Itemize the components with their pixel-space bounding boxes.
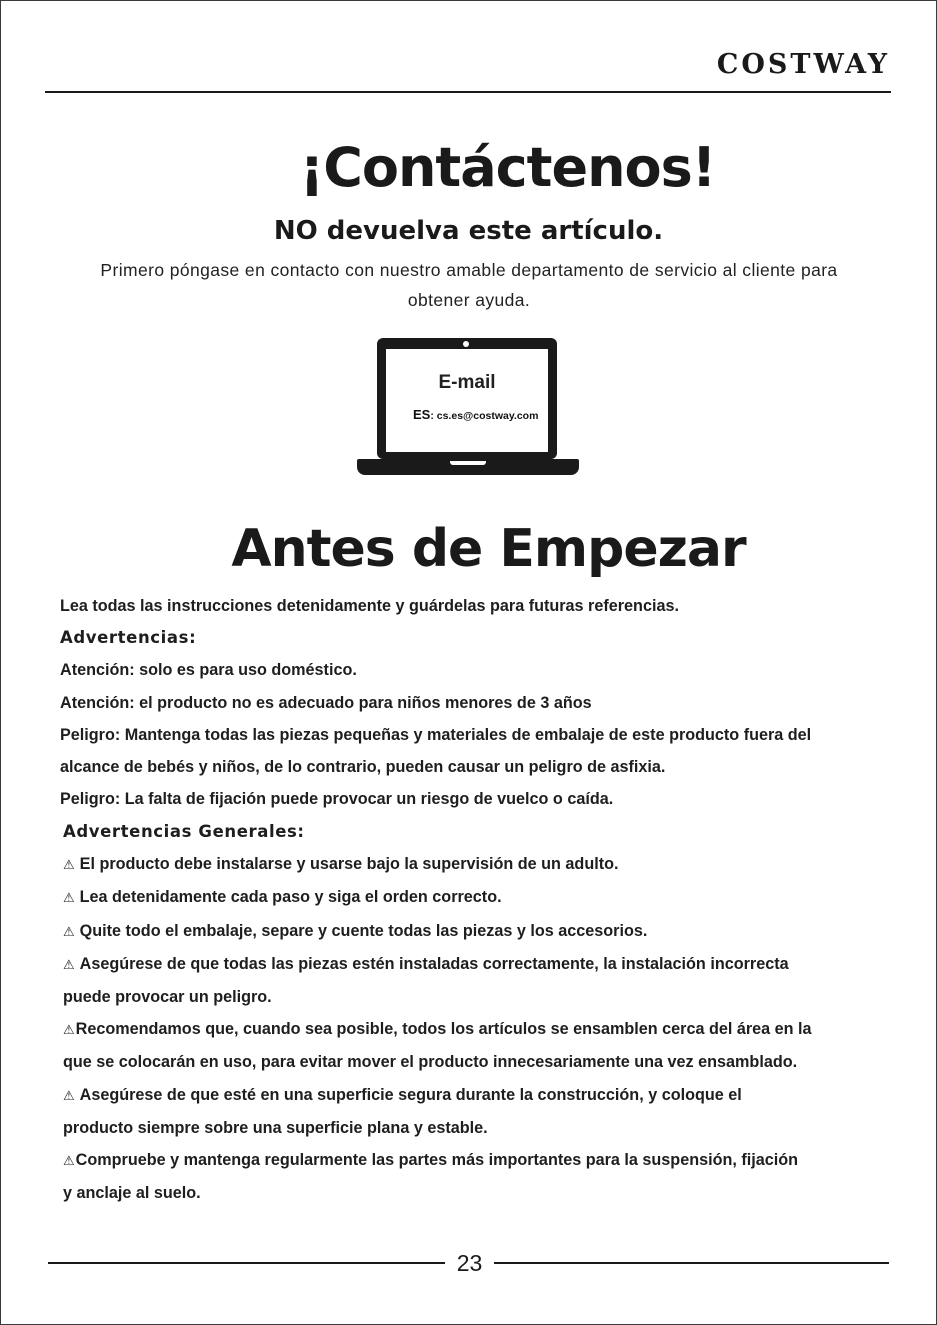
general-warning-item bbox=[63, 1144, 903, 1177]
warnings-heading: Advertencias: bbox=[60, 628, 197, 648]
general-warning-item bbox=[63, 948, 903, 981]
brand-logo: COSTWAY bbox=[716, 49, 890, 80]
general-warnings-heading: Advertencias Generales: bbox=[63, 822, 305, 841]
warning-triangle-icon: ⚠ bbox=[63, 857, 75, 873]
warning-triangle-icon: ⚠ bbox=[63, 923, 75, 939]
laptop-camera bbox=[463, 341, 469, 347]
header-divider bbox=[45, 91, 891, 93]
general-warning-continuation: puede provocar un peligro. bbox=[63, 988, 272, 1007]
warning-line: Peligro: Mantenga todas las piezas pequeñas y materiales de embalaje de este producto fuera del bbox=[60, 725, 812, 744]
general-warning-text: Asegúrese de que esté en una superficie segura durante la construcción, y coloque el bbox=[79, 1085, 742, 1104]
general-warning-text: Quite todo el embalaje, separe y cuente todas las piezas y los accesorios. bbox=[79, 921, 648, 940]
no-return-notice: NO devuelva este artículo. bbox=[273, 216, 664, 246]
laptop-icon bbox=[377, 338, 557, 459]
general-warning-item bbox=[63, 881, 903, 914]
general-warning-text: Compruebe y mantenga regularmente las partes más importantes para la suspensión, fijación bbox=[75, 1151, 799, 1170]
warning-triangle-icon: ⚠ bbox=[63, 1087, 75, 1103]
warning-triangle-icon: ⚠ bbox=[63, 1022, 75, 1038]
warning-triangle-icon: ⚠ bbox=[63, 1153, 75, 1169]
general-warning-item bbox=[63, 1079, 903, 1112]
general-warning-item bbox=[63, 848, 903, 881]
before-section bbox=[60, 590, 900, 815]
no-return-notice-wrap bbox=[0, 214, 937, 248]
footer-divider-left bbox=[48, 1262, 445, 1264]
email-line bbox=[413, 406, 538, 424]
laptop-notch bbox=[450, 461, 486, 465]
general-warning-text: Recomendamos que, cuando sea posible, todos los artículos se ensamblen cerca del área en la bbox=[75, 1020, 812, 1039]
page-number: 23 bbox=[456, 1250, 483, 1276]
footer-divider-right bbox=[494, 1262, 889, 1264]
contact-title-wrap bbox=[0, 133, 937, 203]
general-warnings-section bbox=[63, 816, 903, 1209]
general-warning-continuation: y anclaje al suelo. bbox=[63, 1184, 201, 1203]
email-label: E-mail bbox=[438, 372, 496, 393]
general-warning-text: El producto debe instalarse y usarse bajo la supervisión de un adulto. bbox=[79, 855, 619, 874]
general-warning-text: Asegúrese de que todas las piezas estén instaladas correctamente, la instalación incorrecta bbox=[79, 954, 789, 973]
warning-triangle-icon: ⚠ bbox=[63, 956, 75, 972]
contact-title: ¡Contáctenos! bbox=[299, 136, 716, 199]
warning-line: Atención: solo es para uso doméstico. bbox=[60, 661, 357, 680]
instruction-line: Lea todas las instrucciones detenidamente y guárdelas para futuras referencias. bbox=[60, 597, 679, 615]
email-country-code: ES bbox=[413, 407, 431, 422]
contact-intro-line-1: Primero póngase en contacto con nuestro amable departamento de servicio al cliente para bbox=[100, 260, 838, 280]
email-address[interactable]: : cs.es@costway.com bbox=[430, 410, 539, 422]
contact-intro bbox=[50, 255, 888, 315]
warning-line: alcance de bebés y niños, de lo contrario, pueden causar un peligro de asfixia. bbox=[60, 758, 666, 777]
general-warning-continuation: producto siempre sobre una superficie plana y estable. bbox=[63, 1118, 488, 1137]
warning-line: Peligro: La falta de fijación puede provocar un riesgo de vuelco o caída. bbox=[60, 790, 614, 809]
warning-triangle-icon: ⚠ bbox=[63, 890, 75, 906]
contact-intro-line-2: obtener ayuda. bbox=[407, 290, 531, 310]
warning-line: Atención: el producto no es adecuado para niños menores de 3 años bbox=[60, 693, 592, 712]
laptop-display bbox=[386, 349, 548, 452]
laptop-base bbox=[357, 459, 579, 475]
before-title-wrap bbox=[0, 514, 937, 584]
before-title: Antes de Empezar bbox=[231, 519, 746, 579]
general-warning-item bbox=[63, 915, 903, 948]
general-warning-text: Lea detenidamente cada paso y siga el orden correcto. bbox=[79, 888, 502, 907]
general-warning-item bbox=[63, 1013, 903, 1046]
general-warning-continuation: que se colocarán en uso, para evitar mover el producto innecesariamente una vez ensamblado. bbox=[63, 1053, 798, 1072]
